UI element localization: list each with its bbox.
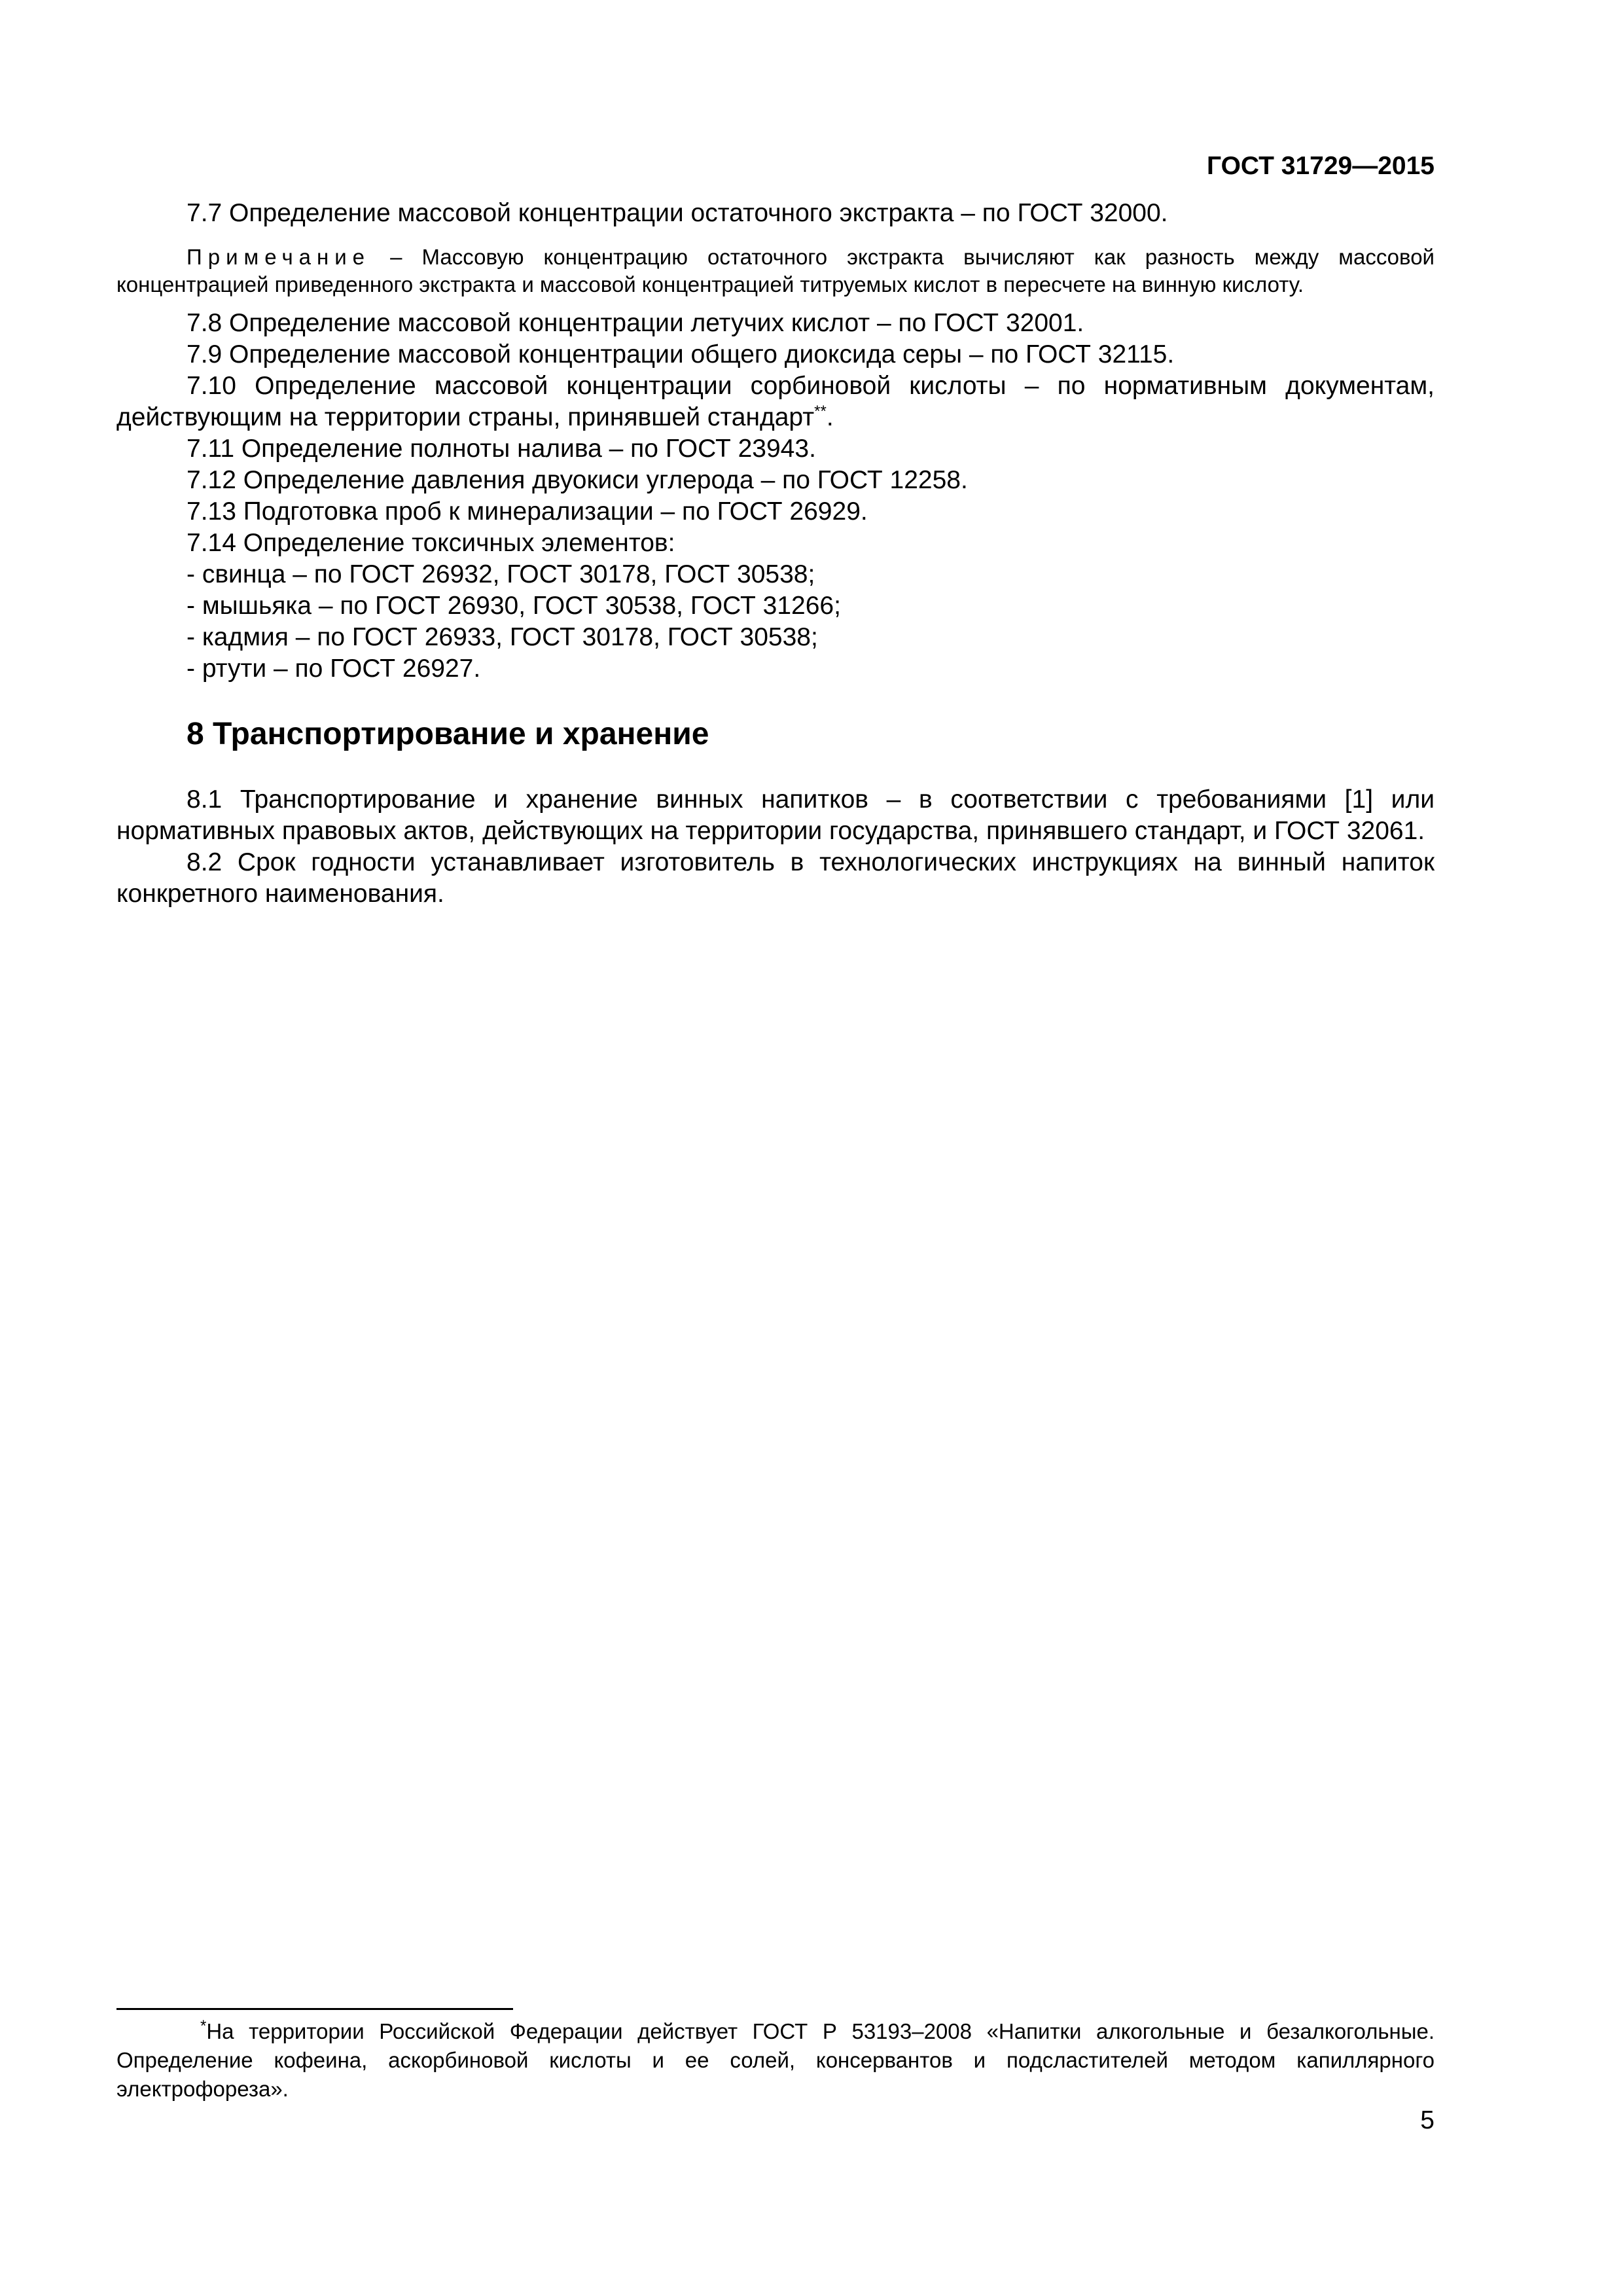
note-text: – Массовую концентрацию остаточного экстракта вычисляют как разность между массовой концентрацией приведенного экстракта и массовой концентрацией титруемых кислот в пересчете на винную кислоту. xyxy=(116,245,1435,296)
paragraph-7-14: 7.14 Определение токсичных элементов: xyxy=(187,529,675,557)
page-number: 5 xyxy=(1420,2106,1435,2134)
footnote-mark: * xyxy=(200,2017,207,2035)
note xyxy=(116,243,1435,298)
footnote-reference: ** xyxy=(814,403,827,420)
list-item: - свинца – по ГОСТ 26932, ГОСТ 30178, ГОСТ 30538; xyxy=(187,560,815,588)
paragraph-7-12: 7.12 Определение давления двуокиси углерода – по ГОСТ 12258. xyxy=(187,466,968,494)
footnote-text: На территории Российской Федерации действует ГОСТ Р 53193–2008 «Напитки алкогольные и безалкогольные. Определение кофеина, аскорбиновой кислоты и ее солей, консервантов и подсластителей методом капиллярного электрофореза». xyxy=(116,2019,1435,2101)
document-code: ГОСТ 31729—2015 xyxy=(1207,152,1435,180)
paragraph-7-8: 7.8 Определение массовой концентрации летучих кислот – по ГОСТ 32001. xyxy=(187,309,1084,337)
section-heading: 8 Транспортирование и хранение xyxy=(187,717,709,751)
paragraph-8-2: 8.2 Срок годности устанавливает изготовитель в технологических инструкциях на винный напиток конкретного наименования. xyxy=(116,848,1435,908)
note-label: Примечание xyxy=(187,245,371,269)
list-item: - ртути – по ГОСТ 26927. xyxy=(187,655,481,683)
paragraph-7-13: 7.13 Подготовка проб к минерализации – по ГОСТ 26929. xyxy=(187,497,868,526)
paragraph-7-10-text: 7.10 Определение массовой концентрации сорбиновой кислоты – по нормативным документам, действующим на территории страны, принявшей стандарт xyxy=(116,372,1435,431)
footnote xyxy=(116,2017,1435,2104)
page-content xyxy=(116,198,1435,910)
list-item: - мышьяка – по ГОСТ 26930, ГОСТ 30538, ГОСТ 31266; xyxy=(187,592,841,620)
footnote-divider xyxy=(116,2008,513,2010)
paragraph-7-10 xyxy=(116,370,1435,433)
paragraph-7-11: 7.11 Определение полноты налива – по ГОСТ 23943. xyxy=(187,435,816,463)
list-item: - кадмия – по ГОСТ 26933, ГОСТ 30178, ГОСТ 30538; xyxy=(187,623,818,651)
paragraph-8-1: 8.1 Транспортирование и хранение винных напитков – в соответствии с требованиями [1] или нормативных правовых актов, действующих на территории государства, принявшего стандарт, и ГОСТ 32061. xyxy=(116,785,1435,845)
paragraph-7-9: 7.9 Определение массовой концентрации общего диоксида серы – по ГОСТ 32115. xyxy=(187,340,1175,368)
paragraph-7-7: 7.7 Определение массовой концентрации остаточного экстракта – по ГОСТ 32000. xyxy=(187,199,1168,227)
paragraph-7-10-end: . xyxy=(826,403,834,431)
